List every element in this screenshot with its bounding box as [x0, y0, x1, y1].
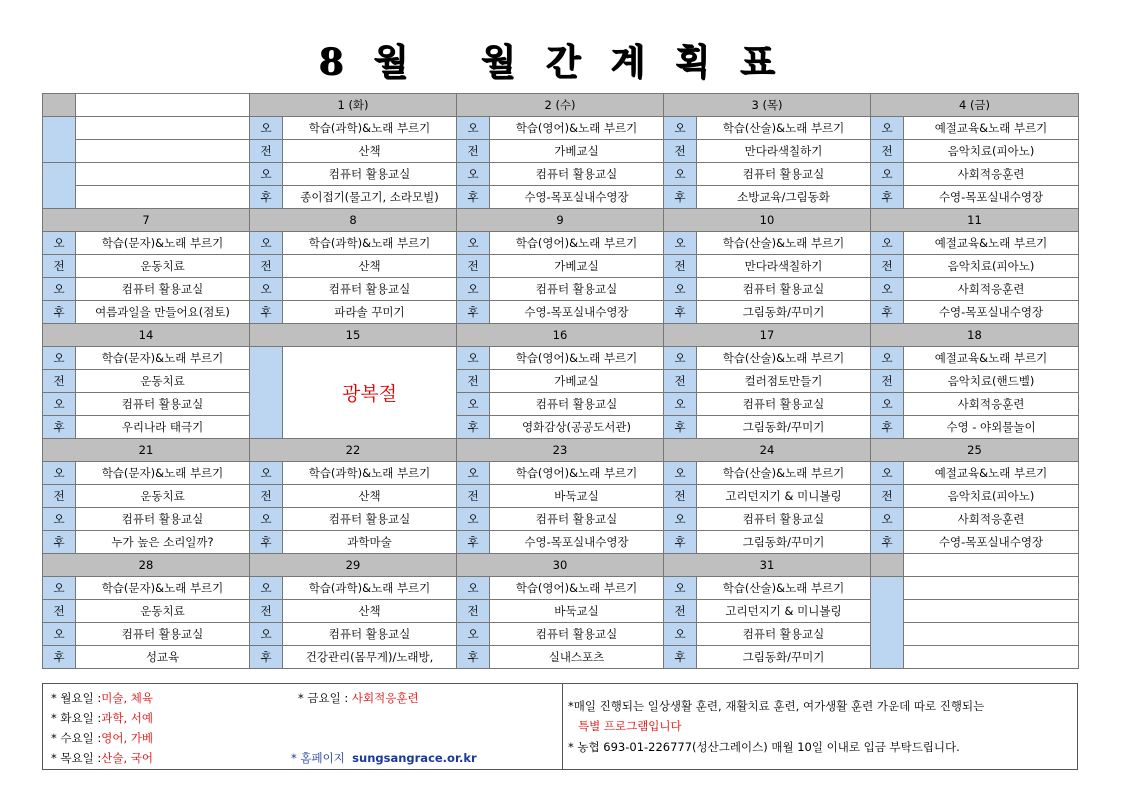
tuesday-subjects [51, 710, 153, 726]
activity-cell: 예절교육&노래 부르기 [904, 117, 1079, 140]
ampm-cell: 오 [250, 278, 283, 301]
date-cell: 28 [43, 554, 250, 577]
activity-cell: 컴퓨터 활용교실 [490, 163, 664, 186]
ampm-cell: 후 [43, 301, 76, 324]
activity-cell: 수영-목포실내수영장 [490, 301, 664, 324]
activity-cell: 학습(문자)&노래 부르기 [76, 462, 250, 485]
activity-cell: 수영-목포실내수영장 [904, 301, 1079, 324]
activity-cell: 영화감상(공공도서관) [490, 416, 664, 439]
activity-cell: 건강관리(몸무게)/노래방, [283, 646, 457, 669]
ampm-cell: 오 [43, 623, 76, 646]
activity-cell: 컴퓨터 활용교실 [76, 278, 250, 301]
week5-header-row [43, 554, 1079, 577]
date-cell: 10 [664, 209, 871, 232]
bank-account-note: * 농협 693-01-226777(성산그레이스) 매월 10일 이내로 입금 부탁드립니다. [568, 740, 960, 754]
date-cell: 30 [457, 554, 664, 577]
empty-cell [904, 577, 1079, 600]
activity-cell: 누가 높은 소리일까? [76, 531, 250, 554]
activity-cell: 컴퓨터 활용교실 [283, 163, 457, 186]
ampm-cell: 오 [250, 117, 283, 140]
activity-cell: 학습(산술)&노래 부르기 [697, 232, 871, 255]
ampm-cell: 오 [871, 462, 904, 485]
activity-cell: 산책 [283, 255, 457, 278]
activity-cell: 컴퓨터 활용교실 [697, 163, 871, 186]
ampm-cell: 오 [664, 462, 697, 485]
empty-cell [904, 646, 1079, 669]
empty-cell [76, 140, 250, 163]
ampm-cell: 오 [457, 117, 490, 140]
ampm-cell: 오 [871, 508, 904, 531]
ampm-cell: 오 [457, 232, 490, 255]
date-cell: 31 [664, 554, 871, 577]
ampm-cell: 오 [43, 347, 76, 370]
activity-cell: 컴퓨터 활용교실 [490, 623, 664, 646]
activity-cell: 만다라색칠하기 [697, 140, 871, 163]
activity-cell: 학습(영어)&노래 부르기 [490, 462, 664, 485]
activity-cell: 예절교육&노래 부르기 [904, 232, 1079, 255]
activity-cell: 컴퓨터 활용교실 [697, 508, 871, 531]
activity-cell: 만다라색칠하기 [697, 255, 871, 278]
ampm-cell: 전 [43, 600, 76, 623]
ampm-cell: 오 [664, 393, 697, 416]
activity-cell: 컴퓨터 활용교실 [697, 278, 871, 301]
friday-value: 사회적응훈련 [351, 691, 419, 705]
activity-cell: 학습(산술)&노래 부르기 [697, 117, 871, 140]
activity-cell: 가베교실 [490, 140, 664, 163]
activity-cell: 소방교육/그림동화 [697, 186, 871, 209]
activity-cell: 컴퓨터 활용교실 [283, 623, 457, 646]
ampm-cell: 후 [457, 301, 490, 324]
ampm-cell: 오 [43, 278, 76, 301]
ampm-cell: 오 [457, 163, 490, 186]
activity-cell: 컴퓨터 활용교실 [490, 508, 664, 531]
activity-cell: 음악치료(피아노) [904, 485, 1079, 508]
ampm-cell: 후 [250, 186, 283, 209]
activity-cell: 학습(문자)&노래 부르기 [76, 577, 250, 600]
ampm-cell: 후 [664, 646, 697, 669]
table-row [43, 232, 1079, 255]
activity-cell: 컴퓨터 활용교실 [76, 393, 250, 416]
wednesday-label: * 수요일 : [51, 731, 102, 745]
empty-cell [76, 117, 250, 140]
thursday-label: * 목요일 : [51, 751, 102, 765]
table-row [43, 646, 1079, 669]
ampm-cell: 오 [664, 163, 697, 186]
activity-cell: 가베교실 [490, 255, 664, 278]
ampm-cell: 후 [43, 646, 76, 669]
note-line-2: 특별 프로그램입니다 [578, 719, 682, 733]
wednesday-subjects [51, 730, 153, 746]
footer-notes [42, 683, 1078, 770]
ampm-cell: 후 [664, 416, 697, 439]
activity-cell: 수영-목포실내수영장 [904, 531, 1079, 554]
ampm-cell: 오 [457, 577, 490, 600]
activity-cell: 컴퓨터 활용교실 [490, 393, 664, 416]
date-cell: 14 [43, 324, 250, 347]
activity-cell: 컴퓨터 활용교실 [697, 623, 871, 646]
activity-cell: 학습(과학)&노래 부르기 [283, 232, 457, 255]
table-row [43, 600, 1079, 623]
ampm-cell: 오 [43, 577, 76, 600]
ampm-cell: 후 [250, 301, 283, 324]
ampm-cell: 오 [871, 347, 904, 370]
homepage-line [291, 750, 477, 766]
week4-header-row [43, 439, 1079, 462]
empty-cell [76, 163, 250, 186]
ampm-cell: 오 [43, 232, 76, 255]
ampm-cell: 전 [664, 255, 697, 278]
activity-cell: 학습(영어)&노래 부르기 [490, 232, 664, 255]
table-row [43, 347, 1079, 370]
activity-cell: 고리던지기 & 미니볼링 [697, 600, 871, 623]
activity-cell: 과학마술 [283, 531, 457, 554]
homepage-label: * 홈페이지 [291, 751, 345, 765]
ampm-cell: 전 [457, 140, 490, 163]
date-cell: 29 [250, 554, 457, 577]
ampm-cell: 오 [457, 623, 490, 646]
activity-cell: 그림동화/꾸미기 [697, 531, 871, 554]
empty-cell [904, 600, 1079, 623]
ampm-cell: 전 [250, 140, 283, 163]
ampm-cell: 후 [664, 301, 697, 324]
ampm-cell: 오 [250, 462, 283, 485]
ampm-cell: 전 [871, 255, 904, 278]
activity-cell: 가베교실 [490, 370, 664, 393]
activity-cell: 파라솔 꾸미기 [283, 301, 457, 324]
date-cell [904, 554, 1079, 577]
ampm-cell: 후 [43, 531, 76, 554]
activity-cell: 수영-목포실내수영장 [490, 531, 664, 554]
table-row [43, 140, 1079, 163]
activity-cell: 수영 - 야외물놀이 [904, 416, 1079, 439]
ampm-cell: 후 [871, 416, 904, 439]
activity-cell: 학습(영어)&노래 부르기 [490, 347, 664, 370]
ampm-cell: 전 [43, 255, 76, 278]
empty-cell [43, 163, 76, 209]
activity-cell: 성교육 [76, 646, 250, 669]
monthly-schedule-table [42, 93, 1079, 669]
activity-cell: 예절교육&노래 부르기 [904, 462, 1079, 485]
table-row [43, 301, 1079, 324]
date-cell: 1 (화) [250, 94, 457, 117]
thursday-value: 산술, 국어 [101, 751, 154, 765]
activity-cell: 바둑교실 [490, 485, 664, 508]
activity-cell: 학습(문자)&노래 부르기 [76, 232, 250, 255]
activity-cell: 컬러점토만들기 [697, 370, 871, 393]
ampm-cell: 전 [871, 140, 904, 163]
ampm-cell: 전 [871, 485, 904, 508]
activity-cell: 사회적응훈련 [904, 393, 1079, 416]
activity-cell: 운동치료 [76, 485, 250, 508]
ampm-cell: 오 [871, 393, 904, 416]
activity-cell: 바둑교실 [490, 600, 664, 623]
activity-cell: 운동치료 [76, 255, 250, 278]
activity-cell: 사회적응훈련 [904, 278, 1079, 301]
homepage-link[interactable]: sungsangrace.or.kr [352, 751, 477, 765]
activity-cell: 수영-목포실내수영장 [904, 186, 1079, 209]
date-cell: 2 (수) [457, 94, 664, 117]
ampm-cell: 후 [457, 186, 490, 209]
friday-label: * 금요일 : [298, 691, 349, 705]
ampm-cell: 오 [250, 623, 283, 646]
ampm-cell: 후 [250, 646, 283, 669]
date-cell: 24 [664, 439, 871, 462]
table-row [43, 163, 1079, 186]
activity-cell: 그림동화/꾸미기 [697, 301, 871, 324]
date-cell: 8 [250, 209, 457, 232]
date-cell: 21 [43, 439, 250, 462]
ampm-cell: 후 [871, 186, 904, 209]
table-row [43, 508, 1079, 531]
wednesday-value: 영어, 가베 [101, 731, 154, 745]
ampm-cell: 오 [250, 508, 283, 531]
table-row [43, 577, 1079, 600]
tuesday-label: * 화요일 : [51, 711, 102, 725]
week2-header-row [43, 209, 1079, 232]
date-cell [43, 94, 76, 117]
activity-cell: 운동치료 [76, 370, 250, 393]
ampm-cell: 전 [457, 600, 490, 623]
date-cell: 23 [457, 439, 664, 462]
date-cell: 3 (목) [664, 94, 871, 117]
activity-cell: 산책 [283, 600, 457, 623]
ampm-cell: 오 [871, 232, 904, 255]
ampm-cell: 오 [457, 393, 490, 416]
ampm-cell: 전 [43, 370, 76, 393]
activity-cell: 운동치료 [76, 600, 250, 623]
activity-cell: 컴퓨터 활용교실 [490, 278, 664, 301]
date-cell: 25 [871, 439, 1079, 462]
activity-cell: 고리던지기 & 미니볼링 [697, 485, 871, 508]
activity-cell: 학습(영어)&노래 부르기 [490, 117, 664, 140]
activity-cell: 사회적응훈련 [904, 163, 1079, 186]
ampm-cell: 전 [250, 600, 283, 623]
ampm-cell: 후 [457, 531, 490, 554]
empty-cell [76, 186, 250, 209]
table-row [43, 186, 1079, 209]
activity-cell: 실내스포츠 [490, 646, 664, 669]
ampm-cell: 오 [871, 278, 904, 301]
ampm-cell: 전 [664, 600, 697, 623]
date-cell [871, 554, 904, 577]
activity-cell: 예절교육&노래 부르기 [904, 347, 1079, 370]
activity-cell: 학습(과학)&노래 부르기 [283, 462, 457, 485]
ampm-cell: 전 [43, 485, 76, 508]
activity-cell: 컴퓨터 활용교실 [283, 508, 457, 531]
date-cell: 7 [43, 209, 250, 232]
activity-cell: 음악치료(핸드벨) [904, 370, 1079, 393]
ampm-cell: 후 [250, 531, 283, 554]
table-row [43, 416, 1079, 439]
week3-header-row [43, 324, 1079, 347]
ampm-cell: 전 [250, 255, 283, 278]
activity-cell: 컴퓨터 활용교실 [697, 393, 871, 416]
date-cell: 15 [250, 324, 457, 347]
table-row [43, 462, 1079, 485]
holiday-label: 광복절 [283, 347, 457, 439]
ampm-cell: 전 [457, 485, 490, 508]
empty-cell [904, 623, 1079, 646]
ampm-cell: 후 [664, 186, 697, 209]
activity-cell: 종이접기(물고기, 소라모빌) [283, 186, 457, 209]
ampm-cell: 전 [664, 370, 697, 393]
tuesday-value: 과학, 서예 [101, 711, 154, 725]
activity-cell: 산책 [283, 485, 457, 508]
activity-cell: 학습(산술)&노래 부르기 [697, 462, 871, 485]
footer-divider [562, 684, 563, 769]
date-cell: 18 [871, 324, 1079, 347]
ampm-cell: 오 [250, 232, 283, 255]
empty-cell [871, 577, 904, 669]
activity-cell: 우리나라 태극기 [76, 416, 250, 439]
ampm-cell: 오 [457, 508, 490, 531]
date-cell [76, 94, 250, 117]
date-cell: 17 [664, 324, 871, 347]
activity-cell: 학습(산술)&노래 부르기 [697, 347, 871, 370]
ampm-cell: 전 [250, 485, 283, 508]
ampm-cell: 전 [457, 370, 490, 393]
table-row [43, 393, 1079, 416]
table-row [43, 278, 1079, 301]
activity-cell: 학습(산술)&노래 부르기 [697, 577, 871, 600]
date-cell: 4 (금) [871, 94, 1079, 117]
activity-cell: 컴퓨터 활용교실 [76, 508, 250, 531]
ampm-cell: 전 [457, 255, 490, 278]
friday-subjects [298, 690, 419, 706]
page-title: 8월 월간계획표 [318, 41, 805, 83]
ampm-cell: 오 [871, 117, 904, 140]
date-cell: 9 [457, 209, 664, 232]
activity-cell: 학습(문자)&노래 부르기 [76, 347, 250, 370]
ampm-cell: 오 [664, 117, 697, 140]
ampm-cell: 오 [457, 462, 490, 485]
date-cell: 22 [250, 439, 457, 462]
ampm-cell: 오 [457, 347, 490, 370]
ampm-cell: 오 [250, 163, 283, 186]
empty-cell [43, 117, 76, 163]
ampm-cell: 오 [664, 278, 697, 301]
ampm-cell: 오 [43, 508, 76, 531]
activity-cell: 음악치료(피아노) [904, 140, 1079, 163]
ampm-cell: 전 [664, 140, 697, 163]
monday-value: 미술, 체육 [101, 691, 154, 705]
ampm-cell: 오 [43, 462, 76, 485]
ampm-cell: 오 [43, 393, 76, 416]
monday-subjects [51, 690, 153, 706]
activity-cell: 컴퓨터 활용교실 [76, 623, 250, 646]
ampm-cell: 오 [250, 577, 283, 600]
activity-cell: 산책 [283, 140, 457, 163]
activity-cell: 사회적응훈련 [904, 508, 1079, 531]
week1-header-row [43, 94, 1079, 117]
ampm-cell: 오 [664, 232, 697, 255]
activity-cell: 여름과일을 만들어요(점토) [76, 301, 250, 324]
thursday-subjects [51, 750, 153, 766]
activity-cell: 그림동화/꾸미기 [697, 646, 871, 669]
activity-cell: 컴퓨터 활용교실 [283, 278, 457, 301]
ampm-cell: 후 [457, 646, 490, 669]
ampm-cell: 오 [664, 347, 697, 370]
table-row [43, 255, 1079, 278]
activity-cell: 수영-목포실내수영장 [490, 186, 664, 209]
activity-cell: 학습(과학)&노래 부르기 [283, 117, 457, 140]
date-cell: 11 [871, 209, 1079, 232]
ampm-cell: 오 [664, 508, 697, 531]
activity-cell: 음악치료(피아노) [904, 255, 1079, 278]
ampm-cell: 오 [664, 623, 697, 646]
ampm-cell: 후 [457, 416, 490, 439]
table-row [43, 117, 1079, 140]
activity-cell: 학습(영어)&노래 부르기 [490, 577, 664, 600]
ampm-cell: 오 [871, 163, 904, 186]
activity-cell: 그림동화/꾸미기 [697, 416, 871, 439]
date-cell: 16 [457, 324, 664, 347]
ampm-cell: 오 [664, 577, 697, 600]
ampm-cell: 후 [43, 416, 76, 439]
ampm-cell: 전 [664, 485, 697, 508]
ampm-cell: 전 [871, 370, 904, 393]
monday-label: * 월요일 : [51, 691, 102, 705]
ampm-cell: 후 [871, 531, 904, 554]
note-line-1: *매일 진행되는 일상생활 훈련, 재활치료 훈련, 여가생활 훈련 가운데 따로 진행되는 [568, 699, 985, 713]
table-row [43, 623, 1079, 646]
table-row [43, 370, 1079, 393]
ampm-cell: 후 [871, 301, 904, 324]
ampm-cell: 오 [457, 278, 490, 301]
ampm-cell: 후 [664, 531, 697, 554]
empty-cell [250, 347, 283, 439]
activity-cell: 학습(과학)&노래 부르기 [283, 577, 457, 600]
table-row [43, 485, 1079, 508]
table-row [43, 531, 1079, 554]
